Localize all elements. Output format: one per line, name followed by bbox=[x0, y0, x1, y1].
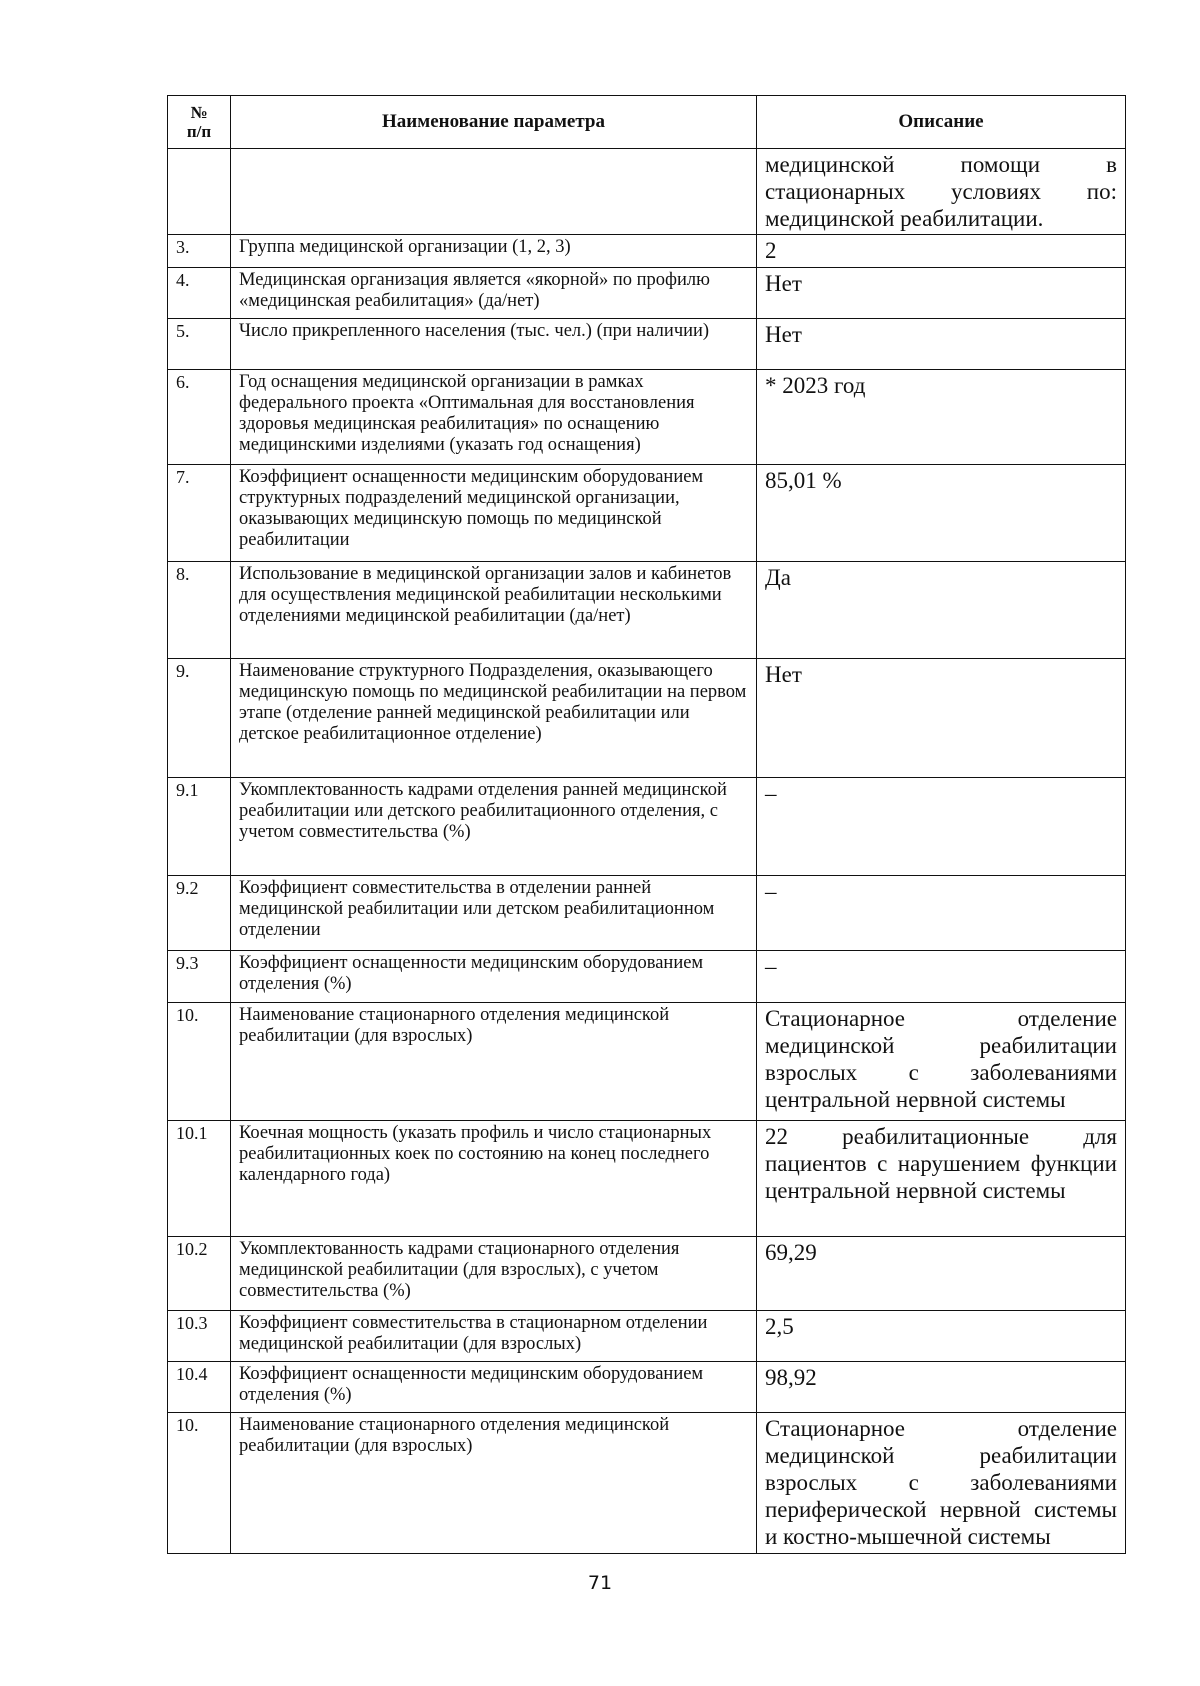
row-parameter: Наименование структурного Подразделения, оказывающего медицинскую помощь по медицинской реабилитации на первом этапе (отделение ранней медицинской реабилитации или детское реабилитационное отделение) bbox=[231, 659, 757, 778]
row-parameter: Группа медицинской организации (1, 2, 3) bbox=[231, 235, 757, 268]
row-parameter: Укомплектованность кадрами стационарного отделения медицинской реабилитации (для взрослых), с учетом совместительства (%) bbox=[231, 1237, 757, 1311]
row-number: 3. bbox=[168, 235, 231, 268]
table-row bbox=[168, 319, 1126, 370]
table-row bbox=[168, 659, 1126, 778]
table-row bbox=[168, 562, 1126, 659]
row-description: Стационарное отделение медицинской реабилитации взрослых с заболеваниями центральной нервной системы bbox=[757, 1003, 1126, 1121]
parameters-table bbox=[167, 95, 1126, 1554]
row-parameter: Коэффициент совместительства в стационарном отделении медицинской реабилитации (для взрослых) bbox=[231, 1311, 757, 1362]
row-parameter: Коэффициент оснащенности медицинским оборудованием отделения (%) bbox=[231, 951, 757, 1003]
page-number: 71 bbox=[587, 1572, 613, 1594]
header-description: Описание bbox=[757, 96, 1126, 149]
table-row bbox=[168, 1121, 1126, 1237]
table-row bbox=[168, 778, 1126, 876]
table-row bbox=[168, 268, 1126, 319]
row-number: 9.1 bbox=[168, 778, 231, 876]
row-number: 9.2 bbox=[168, 876, 231, 951]
row-number: 9. bbox=[168, 659, 231, 778]
row-parameter: Число прикрепленного населения (тыс. чел.) (при наличии) bbox=[231, 319, 757, 370]
row-number: 10.4 bbox=[168, 1362, 231, 1413]
table-row bbox=[168, 149, 1126, 235]
row-description: – bbox=[757, 876, 1126, 951]
row-description: Нет bbox=[757, 268, 1126, 319]
table-row bbox=[168, 1362, 1126, 1413]
row-number: 9.3 bbox=[168, 951, 231, 1003]
row-number bbox=[168, 149, 231, 235]
row-description: * 2023 год bbox=[757, 370, 1126, 465]
row-parameter: Укомплектованность кадрами отделения ранней медицинской реабилитации или детского реабилитационного отделения, с учетом совместительства (%) bbox=[231, 778, 757, 876]
row-number: 8. bbox=[168, 562, 231, 659]
header-parameter: Наименование параметра bbox=[231, 96, 757, 149]
row-description: 2 bbox=[757, 235, 1126, 268]
table-row bbox=[168, 235, 1126, 268]
row-description: 2,5 bbox=[757, 1311, 1126, 1362]
table-row bbox=[168, 876, 1126, 951]
row-number: 4. bbox=[168, 268, 231, 319]
row-number: 10.1 bbox=[168, 1121, 231, 1237]
row-description: Нет bbox=[757, 319, 1126, 370]
row-description: 22 реабилитационные для пациентов с нарушением функции центральной нервной системы bbox=[757, 1121, 1126, 1237]
header-number: № п/п bbox=[168, 96, 231, 149]
row-parameter bbox=[231, 149, 757, 235]
row-number: 10.3 bbox=[168, 1311, 231, 1362]
row-description: медицинской помощи в стационарных условиях по: медицинской реабилитации. bbox=[757, 149, 1126, 235]
table-row bbox=[168, 1413, 1126, 1554]
table-row bbox=[168, 1237, 1126, 1311]
row-description: – bbox=[757, 951, 1126, 1003]
row-parameter: Медицинская организация является «якорной» по профилю «медицинская реабилитация» (да/нет) bbox=[231, 268, 757, 319]
row-number: 5. bbox=[168, 319, 231, 370]
row-description: 85,01 % bbox=[757, 465, 1126, 562]
row-description: 69,29 bbox=[757, 1237, 1126, 1311]
row-description: Нет bbox=[757, 659, 1126, 778]
table-row bbox=[168, 951, 1126, 1003]
row-parameter: Наименование стационарного отделения медицинской реабилитации (для взрослых) bbox=[231, 1003, 757, 1121]
table-row bbox=[168, 1311, 1126, 1362]
row-parameter: Коэффициент совместительства в отделении ранней медицинской реабилитации или детском реабилитационном отделении bbox=[231, 876, 757, 951]
row-description: – bbox=[757, 778, 1126, 876]
table-row bbox=[168, 370, 1126, 465]
row-parameter: Год оснащения медицинской организации в рамках федерального проекта «Оптимальная для восстановления здоровья медицинская реабилитация» по оснащению медицинскими изделиями (указать год оснащения) bbox=[231, 370, 757, 465]
row-number: 10. bbox=[168, 1003, 231, 1121]
row-description: Да bbox=[757, 562, 1126, 659]
row-parameter: Наименование стационарного отделения медицинской реабилитации (для взрослых) bbox=[231, 1413, 757, 1554]
row-parameter: Коэффициент оснащенности медицинским оборудованием структурных подразделений медицинской организации, оказывающих медицинскую помощь по медицинской реабилитации bbox=[231, 465, 757, 562]
row-parameter: Использование в медицинской организации залов и кабинетов для осуществления медицинской реабилитации несколькими отделениями медицинской реабилитации (да/нет) bbox=[231, 562, 757, 659]
row-number: 10.2 bbox=[168, 1237, 231, 1311]
row-description: Стационарное отделение медицинской реабилитации взрослых с заболеваниями периферической нервной системы и костно-мышечной системы bbox=[757, 1413, 1126, 1554]
row-description: 98,92 bbox=[757, 1362, 1126, 1413]
row-parameter: Коэффициент оснащенности медицинским оборудованием отделения (%) bbox=[231, 1362, 757, 1413]
row-number: 7. bbox=[168, 465, 231, 562]
row-number: 10. bbox=[168, 1413, 231, 1554]
table-row bbox=[168, 465, 1126, 562]
row-number: 6. bbox=[168, 370, 231, 465]
table-row bbox=[168, 1003, 1126, 1121]
table-header-row bbox=[168, 96, 1126, 149]
row-parameter: Коечная мощность (указать профиль и число стационарных реабилитационных коек по состоянию на конец последнего календарного года) bbox=[231, 1121, 757, 1237]
